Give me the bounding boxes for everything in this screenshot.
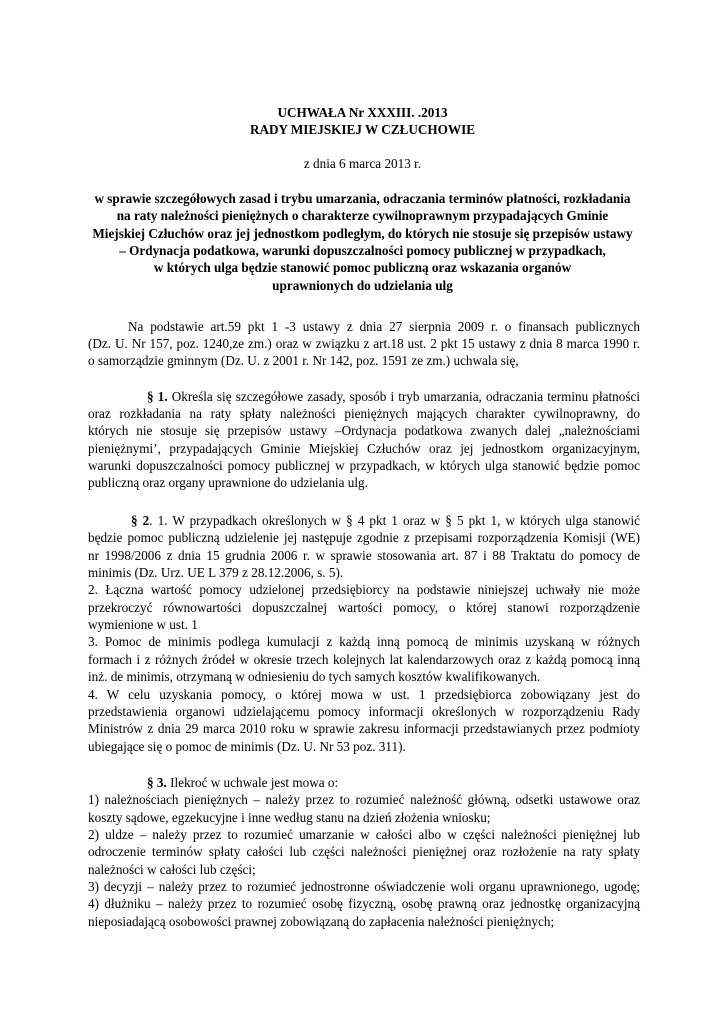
section-line: ubiegające się o pomoc de minimis (Dz. U. Nr 53 poz. 311). [88,739,406,754]
section-line: nr 1998/2006 z dnia 15 grudnia 2006 r. w sprawie stosowania art. 87 i 88 Traktatu do pomocy de [88,548,640,563]
section-line: 3. Pomoc de minimis podlega kumulacji z każdą inną pomocą de minimis uzyskaną w różnych [88,634,640,649]
council-name: RADY MIEJSKIEJ W CZŁUCHOWIE [249,122,476,137]
preamble-line: Na podstawie art.59 pkt 1 -3 ustawy z dnia 27 sierpnia 2009 r. o finansach publicznych [128,319,640,334]
section-line: przedstawienia organowi udzielającemu pomocy informacji określonych w rozporządzeniu Rady [88,704,640,719]
section-line: inż. de minimis, otrzymaną w odniesieniu do tych samych kosztów kwalifikowanych. [88,669,541,684]
definition-item: koszty sądowe, egzekucyjne i inne według stanu na dzień złożenia wniosku; [88,810,491,825]
section-line: wymienione w ust. 1 [88,617,198,632]
section-line: publiczną oraz organy uprawnione do udzielania ulg. [88,475,368,490]
definition-item: 4) dłużniku – należy przez to rozumieć osobę fizyczną, osobę prawną oraz jednostkę organizacyjną [88,896,640,911]
section-line: pieniężnymi’, przypadających Gminie Miejskiej Człuchów oraz jej jednostkom organizacyjnym, [88,441,640,456]
section-line: 2. Łączna wartość pomocy udzielonej przedsiębiorcy na podstawie niniejszej uchwały nie może [88,582,640,597]
section-line: których nie stosuje się przepisów ustawy –Ordynacja podatkowa zwanych dalej „należnościami [88,423,640,438]
section-line: przekroczyć równowartości dopuszczalnej wartości pomocy, o której stanowi rozporządzenie [88,600,640,615]
definition-item: odroczenie terminów spłaty całości lub części należności pieniężnej oraz rozłożenie na raty spłaty [88,844,640,859]
subject-line: uprawnionych do udzielania ulg [272,278,453,293]
section-line: będzie pomoc publiczną udzielenie jej następuje zgodnie z przepisami rozporządzenia Komisji (WE) [88,530,640,545]
section-first-line: § 2. 1. W przypadkach określonych w § 4 pkt 1 oraz w § 5 pkt 1, w których ulga stanowić [131,513,641,528]
subject-line: w sprawie szczegółowych zasad i trybu umarzania, odraczania terminów płatności, rozkładania [94,191,631,206]
subject-line: – Ordynacja podatkowa, warunki dopuszczalności pomocy publicznej w przypadkach, [119,243,606,258]
resolution-title: UCHWAŁA Nr XXXIII. .2013 [277,105,448,120]
preamble-line: (Dz. U. Nr 157, poz. 1240,ze zm.) oraz w związku z art.18 ust. 2 pkt 15 ustawy z dnia 8 marca 1990 r. [88,336,640,351]
subject-line: Miejskiej Człuchów oraz jej jednostkom podległym, do których nie stosuje się przepisów ustawy [92,226,633,241]
section-line: minimis (Dz. Urz. UE L 379 z 28.12.2006, s. 5). [88,565,344,580]
definition-item: należności w całości lub części; [88,862,256,877]
section-label: § 1. [147,389,168,404]
definition-item: 1) należnościach pieniężnych – należy przez to rozumieć należność główną, odsetki ustawowe oraz [88,792,640,807]
section-line: formach i z różnych źródeł w okresie trzech kolejnych lat kalendarzowych oraz z każdą pomocą inną [88,652,640,667]
section-label: § 3. [147,775,167,790]
definition-item: 2) uldze – należy przez to rozumieć umarzanie w całości albo w części należności pieniężnej lub [88,827,640,842]
preamble-line: o samorządzie gminnym (Dz. U. z 2001 r. Nr 142, poz. 1591 ze zm.) uchwala się, [88,353,519,368]
subject-line: w których ulga będzie stanowić pomoc publiczną oraz wskazania organów [153,260,572,275]
section-first-line: § 3. Ilekroć w uchwale jest mowa o: [147,775,339,790]
resolution-date: z dnia 6 marca 2013 r. [303,156,422,171]
definition-item: 3) decyzji – należy przez to rozumieć jednostronne oświadczenie woli organu uprawnionego, ugodę; [88,879,640,894]
subject-line: na raty należności pieniężnych o charakterze cywilnoprawnym przypadających Gminie [116,208,609,223]
section-label: § 2 [131,513,150,528]
section-line: 4. W celu uzyskania pomocy, o której mowa w ust. 1 przedsiębiorca zobowiązany jest do [88,687,640,702]
section-line: warunki dopuszczalności pomocy publicznej w przypadkach, w których ulga stanowić będzie pomoc [88,458,640,473]
section-line: Ministrów z dnia 29 marca 2010 roku w sprawie zakresu informacji przedstawianych przez podmioty [88,721,640,736]
section-line: oraz rozkładania na raty spłaty należności pieniężnych mających charakter cywilnoprawny, do [88,406,640,421]
section-first-line: § 1. Określa się szczegółowe zasady, sposób i tryb umarzania, odraczania terminu płatności [147,389,640,404]
definition-item: nieposiadającą osobowości prawnej zobowiązaną do zapłacenia należności pieniężnych; [88,914,555,929]
